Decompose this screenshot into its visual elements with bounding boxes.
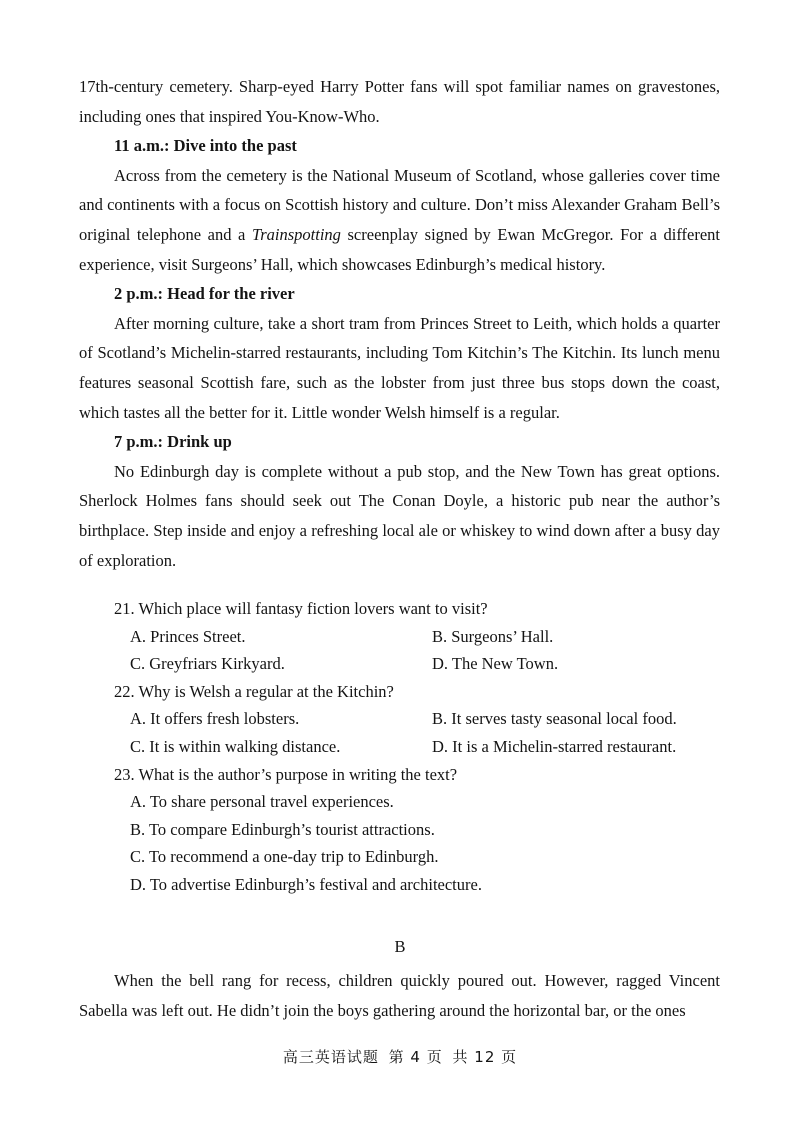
time-heading-7pm: 7 p.m.: Drink up: [114, 432, 232, 452]
question-stem: 22. Why is Welsh a regular at the Kitchin?: [114, 681, 394, 701]
option-row: [114, 816, 734, 844]
exam-title: 高三英语试题: [282, 1048, 379, 1066]
time-heading-2pm: 2 p.m.: Head for the river: [114, 284, 295, 304]
answer-option: D. To advertise Edinburgh’s festival and architecture.: [130, 874, 482, 894]
question-stem: 23. What is the author’s purpose in writing the text?: [114, 764, 458, 784]
answer-option: C. It is within walking distance.: [130, 736, 341, 756]
section-heading-b: B: [394, 937, 406, 956]
option-row: [114, 871, 734, 899]
passage-a: [79, 72, 720, 575]
answer-option: B. It serves tasty seasonal local food.: [432, 709, 677, 729]
question-stem: 21. Which place will fantasy fiction lovers want to visit?: [114, 599, 488, 618]
passage-paragraph: No Edinburgh day is complete without a pub stop, and the New Town has great options. Sherlock Holmes fans should seek out The Conan Doyle, a historic pub near the author’s birthplace. Step inside and enjoy a refreshing local ale or whiskey to wind down after a busy day of exploration.: [79, 461, 720, 570]
option-row: [114, 843, 734, 871]
passage-text: screenplay signed by Ewan McGregor. For a different experience, visit Surgeons’ Hall, which showcases Edinburgh’s medical history.: [79, 224, 721, 274]
total-pages: 共 12 页: [452, 1048, 518, 1066]
answer-option: A. To share personal travel experiences.: [130, 792, 394, 812]
passage-b: [79, 966, 720, 1025]
option-row: [114, 733, 734, 761]
question-list: [114, 595, 734, 899]
answer-option: A. Princes Street.: [130, 626, 246, 646]
italic-title: Trainspotting: [251, 224, 341, 244]
passage-paragraph: 17th-century cemetery. Sharp-eyed Harry Potter fans will spot familiar names on gravestones, including ones that inspired You-Know-Who.: [79, 77, 720, 126]
answer-option: B. To compare Edinburgh’s tourist attractions.: [130, 819, 435, 839]
option-row: [114, 705, 734, 733]
passage-paragraph: [79, 161, 720, 279]
answer-option: B. Surgeons’ Hall.: [432, 626, 554, 646]
option-row: [114, 623, 734, 651]
answer-option: C. Greyfriars Kirkyard.: [130, 654, 285, 674]
answer-option: D. It is a Michelin-starred restaurant.: [432, 736, 677, 756]
page-number: 第 4 页: [388, 1048, 443, 1066]
answer-option: C. To recommend a one-day trip to Edinburgh.: [130, 847, 439, 867]
passage-text: Across from the cemetery is the National Museum of Scotland, whose galleries cover time and continents with a focus on Scottish history and culture. Don’t miss Alexander Graham Bell’s original telephone and a: [79, 165, 720, 244]
passage-paragraph: When the bell rang for recess, children quickly poured out. However, ragged Vincent Sabella was left out. He didn’t join the boys gathering around the horizontal bar, or the ones: [79, 971, 720, 1020]
option-row: [114, 650, 734, 678]
time-heading-11am: 11 a.m.: Dive into the past: [114, 136, 297, 156]
answer-option: A. It offers fresh lobsters.: [130, 709, 300, 729]
page-footer: [0, 1043, 800, 1073]
option-row: [114, 788, 734, 816]
answer-option: D. The New Town.: [432, 654, 559, 674]
passage-paragraph: After morning culture, take a short tram from Princes Street to Leith, which holds a quarter of Scotland’s Michelin-starred restaurants, including Tom Kitchin’s The Kitchin. Its lunch menu features seasonal Scottish fare, such as the lobster from just three bus stops down the coast, which tastes all the better for it. Little wonder Welsh himself is a regular.: [79, 313, 720, 422]
